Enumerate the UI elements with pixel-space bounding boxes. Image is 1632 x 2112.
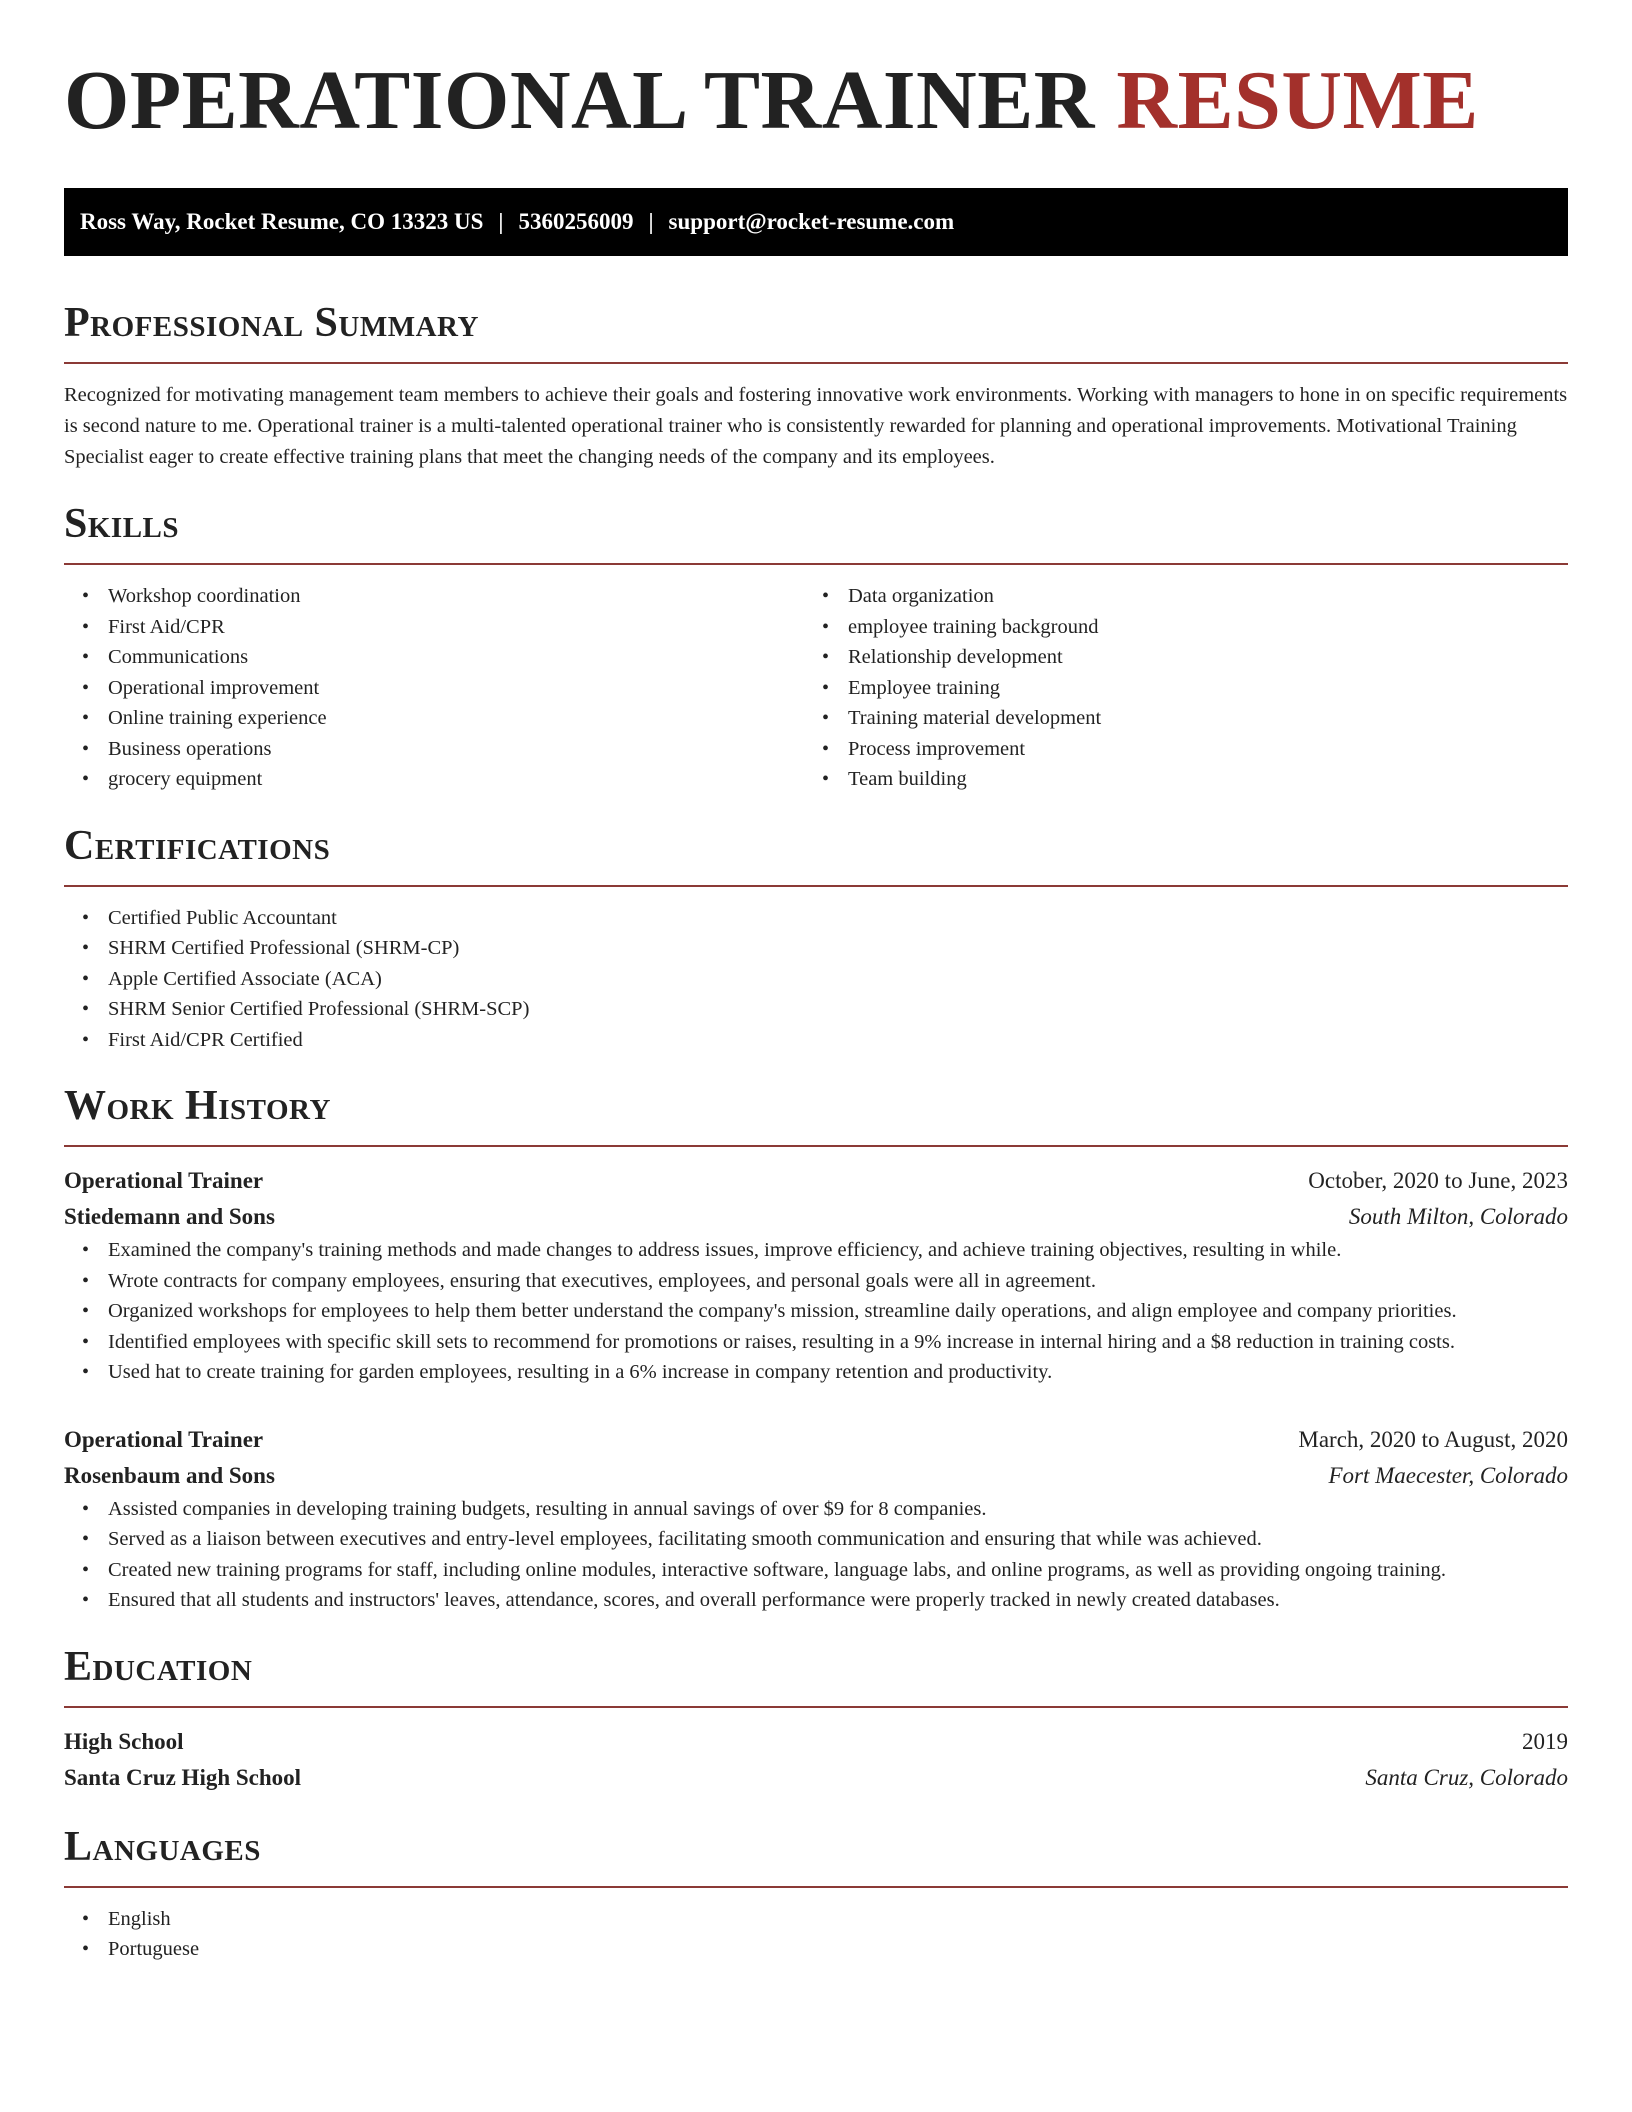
summary-heading: Professional Summary (64, 300, 479, 346)
title-accent: RESUME (1116, 54, 1479, 147)
job-dates: October, 2020 to June, 2023 (1308, 1168, 1568, 1193)
skill-item: • Business operations (64, 734, 804, 765)
skill-item: • Team building (804, 764, 1544, 795)
education-location: Santa Cruz, Colorado (1365, 1764, 1568, 1790)
languages-list (64, 1904, 1568, 1965)
job-entry (64, 1163, 1568, 1388)
job-location: South Milton, Colorado (1348, 1204, 1568, 1229)
skill-item: • Employee training (804, 673, 1544, 704)
section-divider (64, 885, 1568, 887)
languages-heading: Languages (64, 1823, 261, 1870)
resume-title (64, 0, 1568, 146)
language-item: • English (64, 1904, 1568, 1935)
education-school: Santa Cruz High School (64, 1764, 302, 1790)
job-bullet: • Identified employees with specific skill sets to recommend for promotions or raises, resulting in a 9% increase in internal hiring and a $8 reduction in training costs. (64, 1327, 1568, 1358)
job-entry (64, 1422, 1568, 1616)
job-bullet: • Ensured that all students and instructors' leaves, attendance, scores, and overall performance were properly tracked in newly created databases. (64, 1585, 1568, 1616)
skill-item: • Training material development (804, 703, 1544, 734)
certification-item: • First Aid/CPR Certified (64, 1025, 1568, 1056)
contact-bar (64, 188, 1568, 256)
certifications-list (64, 903, 1568, 1056)
skill-item: • Workshop coordination (64, 581, 804, 612)
job-subheader (64, 1199, 1568, 1235)
certification-item: • SHRM Certified Professional (SHRM-CP) (64, 933, 1568, 964)
job-bullet: • Served as a liaison between executives and entry-level employees, facilitating smooth communication and ensuring that while was achieved. (64, 1524, 1568, 1555)
education-year: 2019 (1522, 1728, 1568, 1754)
summary-text: Recognized for motivating management team members to achieve their goals and fostering innovative work environments. Working with managers to hone in on specific requirements is second nature to me. Operational trainer is a multi-talented operational trainer who is consistently rewarded for planning and operational improvements. Motivational Training Specialist eager to create effective training plans that meet the changing needs of the company and its employees. (64, 384, 1568, 468)
contact-separator: | (498, 209, 504, 234)
certifications-heading: Certifications (64, 822, 331, 869)
skill-item: • grocery equipment (64, 764, 804, 795)
job-header (64, 1163, 1568, 1199)
skill-item: • Communications (64, 642, 804, 673)
skills-columns (64, 581, 1568, 795)
job-bullets (64, 1235, 1568, 1388)
education-entry (64, 1724, 1568, 1796)
education-header (64, 1724, 1568, 1760)
skills-heading: Skills (64, 501, 180, 547)
skills-list-right (804, 581, 1544, 795)
education-degree: High School (64, 1728, 184, 1754)
work-history-section (64, 1081, 1568, 1616)
skill-item: • Relationship development (804, 642, 1544, 673)
job-company: Rosenbaum and Sons (64, 1462, 275, 1488)
skill-item: • First Aid/CPR (64, 612, 804, 643)
job-bullet: • Assisted companies in developing training budgets, resulting in annual savings of over $9 for 8 companies. (64, 1494, 1568, 1525)
contact-phone: 5360256009 (518, 209, 634, 234)
summary-section (64, 298, 1568, 473)
job-bullets (64, 1494, 1568, 1616)
education-section (64, 1642, 1568, 1796)
job-company: Stiedemann and Sons (64, 1204, 275, 1229)
job-location: Fort Maecester, Colorado (1328, 1462, 1568, 1488)
skill-item: • Online training experience (64, 703, 804, 734)
section-divider (64, 1886, 1568, 1888)
section-divider (64, 563, 1568, 565)
education-subheader (64, 1760, 1568, 1796)
certifications-section (64, 821, 1568, 1056)
job-title: Operational Trainer (64, 1168, 264, 1193)
title-main: OPERATIONAL TRAINER (64, 54, 1095, 147)
skill-item: • Process improvement (804, 734, 1544, 765)
skill-item: • Operational improvement (64, 673, 804, 704)
languages-section (64, 1822, 1568, 1965)
certification-item: • Apple Certified Associate (ACA) (64, 964, 1568, 995)
contact-separator: | (648, 209, 654, 234)
job-bullet: • Examined the company's training methods and made changes to address issues, improve efficiency, and achieve training objectives, resulting in while. (64, 1235, 1568, 1266)
job-bullet: • Organized workshops for employees to help them better understand the company's mission, streamline daily operations, and align employee and company priorities. (64, 1296, 1568, 1327)
contact-email: support@rocket-resume.com (668, 209, 955, 234)
skill-item: • employee training background (804, 612, 1544, 643)
skills-list-left (64, 581, 804, 795)
certification-item: • SHRM Senior Certified Professional (SHRM-SCP) (64, 994, 1568, 1025)
language-item: • Portuguese (64, 1934, 1568, 1965)
job-header (64, 1422, 1568, 1458)
contact-address: Ross Way, Rocket Resume, CO 13323 US (80, 209, 484, 234)
skills-section (64, 499, 1568, 795)
section-divider (64, 362, 1568, 364)
job-bullet: • Created new training programs for staff, including online modules, interactive software, language labs, and online programs, as well as providing ongoing training. (64, 1555, 1568, 1586)
section-divider (64, 1145, 1568, 1147)
certification-item: • Certified Public Accountant (64, 903, 1568, 934)
job-title: Operational Trainer (64, 1426, 264, 1452)
job-subheader (64, 1458, 1568, 1494)
education-heading: Education (64, 1643, 253, 1690)
job-dates: March, 2020 to August, 2020 (1298, 1426, 1568, 1452)
skill-item: • Data organization (804, 581, 1544, 612)
job-bullet: • Used hat to create training for garden employees, resulting in a 6% increase in company retention and productivity. (64, 1357, 1568, 1388)
section-divider (64, 1706, 1568, 1708)
work-history-heading: Work History (64, 1083, 331, 1129)
job-bullet: • Wrote contracts for company employees, ensuring that executives, employees, and personal goals were all in agreement. (64, 1266, 1568, 1297)
